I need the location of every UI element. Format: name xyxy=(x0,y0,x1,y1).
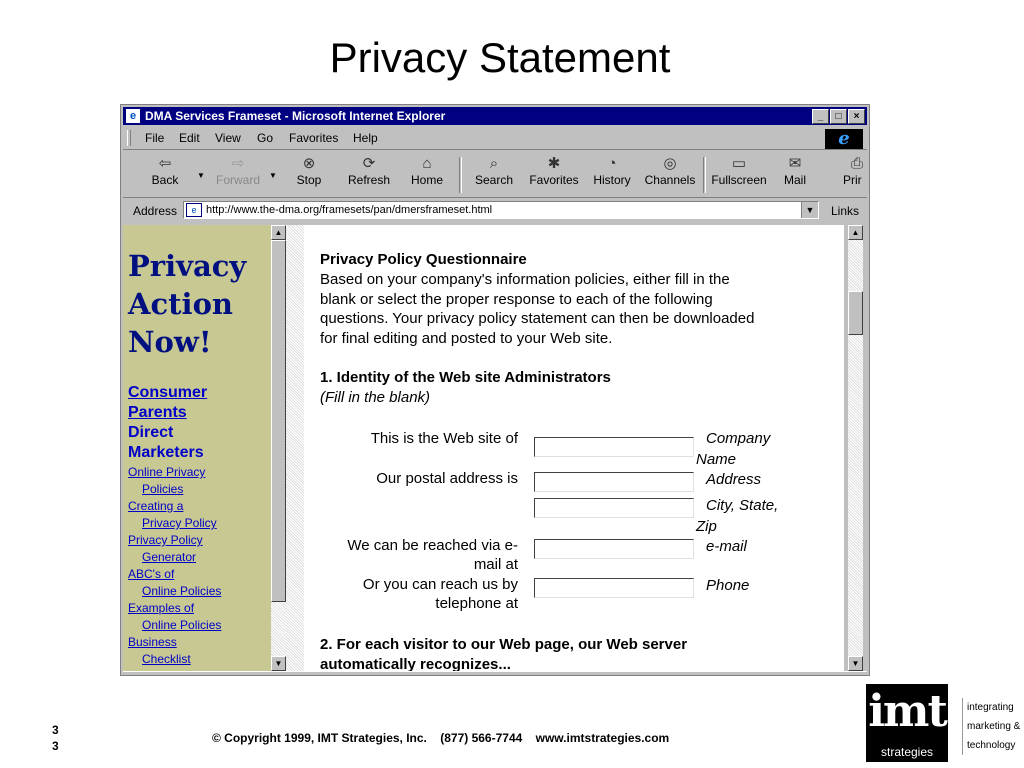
title-bar[interactable] xyxy=(123,107,867,125)
stop-icon: ⊗ xyxy=(302,155,316,172)
logo-subtitle: strategies xyxy=(880,745,934,759)
slide-title: Privacy Statement xyxy=(329,34,671,81)
nav-link-line: Checklist xyxy=(142,652,191,666)
nav-link-line: Generator xyxy=(142,550,197,564)
close-button[interactable]: × xyxy=(848,109,865,124)
search-button[interactable] xyxy=(471,155,517,187)
menu-file[interactable]: File xyxy=(145,131,165,145)
menu-go[interactable]: Go xyxy=(257,131,274,145)
nav-creating-privacy-policy[interactable] xyxy=(128,498,217,532)
label-line: Or you can reach us by xyxy=(362,576,518,593)
section1-hint: (Fill in the blank) xyxy=(320,389,431,406)
toolbar xyxy=(123,151,867,198)
section2-title xyxy=(320,635,687,671)
field-label-company: This is the Web site of xyxy=(370,430,518,447)
logo-mark: imt xyxy=(868,686,946,737)
channels-label: Channels xyxy=(644,173,696,187)
label-line: telephone at xyxy=(435,595,518,612)
menu-edit[interactable]: Edit xyxy=(179,131,200,145)
maximize-button[interactable]: □ xyxy=(830,109,847,124)
nav-link-line: Creating a xyxy=(128,499,184,513)
intro-line: questions. Your privacy policy statement can then be downloaded xyxy=(320,310,755,327)
nav-link-line: Examples of xyxy=(128,601,195,615)
channels-icon: ◎ xyxy=(663,155,677,172)
scroll-down-icon[interactable]: ▼ xyxy=(848,656,863,671)
questionnaire-frame xyxy=(304,225,844,671)
field-label-email xyxy=(304,536,518,574)
hint-line: Company xyxy=(706,430,771,447)
fullscreen-label: Fullscreen xyxy=(711,173,767,187)
stop-button[interactable] xyxy=(289,155,329,187)
city-state-zip-input[interactable] xyxy=(534,498,694,518)
print-icon: ⎙ xyxy=(850,155,863,172)
menu-favorites[interactable]: Favorites xyxy=(289,131,339,145)
title-line: Privacy xyxy=(128,249,247,283)
history-label: History xyxy=(593,173,631,187)
tagline-line: technology xyxy=(967,740,1016,751)
logo-tagline xyxy=(962,698,1020,755)
right-scroll-thumb[interactable] xyxy=(848,291,863,335)
favorites-label: Favorites xyxy=(529,173,579,187)
slide-number: 3 xyxy=(52,723,59,737)
title-line: Now! xyxy=(128,325,212,359)
history-icon: ◔ xyxy=(607,155,617,172)
intro-line: Based on your company's information policies, either fill in the xyxy=(320,271,730,288)
back-arrow-icon: ⇦ xyxy=(158,155,172,172)
address-url: http://www.the-dma.org/framesets/pan/dmersframeset.html xyxy=(206,204,493,216)
favorites-button[interactable] xyxy=(527,155,581,187)
menu-view[interactable]: View xyxy=(215,131,241,145)
intro-line: blank or select the proper response to each of the following xyxy=(320,290,713,308)
ie-window-icon[interactable]: e xyxy=(126,109,140,123)
back-button[interactable] xyxy=(145,155,185,187)
nav-link-line: Policies xyxy=(142,482,184,496)
scroll-up-icon[interactable]: ▲ xyxy=(848,225,863,240)
page-icon: e xyxy=(186,203,202,217)
company-name-input[interactable] xyxy=(534,437,694,457)
fullscreen-icon: ▭ xyxy=(731,155,747,172)
nav-parents[interactable]: Parents xyxy=(128,404,187,421)
phone-hint: Phone xyxy=(706,577,750,594)
status-bar xyxy=(123,671,867,676)
favorites-icon: ✱ xyxy=(547,155,561,172)
nav-policy-generator[interactable] xyxy=(128,532,203,566)
tagline-line: marketing & xyxy=(967,721,1021,732)
nav-business-checklist[interactable] xyxy=(128,634,191,668)
forward-label: Forward xyxy=(215,173,260,187)
links-button[interactable]: Links xyxy=(831,204,860,218)
print-label: Prir xyxy=(843,173,862,187)
toolbar-separator xyxy=(459,157,462,193)
nav-consumer[interactable]: Consumer xyxy=(128,384,208,401)
hint-line: Name xyxy=(696,451,737,468)
nav-link-line: Online Policies xyxy=(142,618,222,632)
city-hint xyxy=(696,495,779,537)
print-button[interactable] xyxy=(837,155,867,187)
nav-marketers: Marketers xyxy=(128,444,204,461)
questionnaire-heading: Privacy Policy Questionnaire xyxy=(320,251,527,268)
intro-line: for final editing and posted to your Web site. xyxy=(320,329,613,347)
menu-help[interactable]: Help xyxy=(353,131,378,145)
hint-line: City, State, xyxy=(706,497,779,514)
label-line: We can be reached via e- xyxy=(347,537,518,554)
right-frame-scrollbar[interactable] xyxy=(848,225,863,671)
label-line: mail at xyxy=(473,556,518,573)
address-input[interactable] xyxy=(183,201,819,219)
phone-input[interactable] xyxy=(534,578,694,598)
scroll-up-icon[interactable]: ▲ xyxy=(271,225,286,240)
nav-link-line: ABC's of xyxy=(128,567,175,581)
hint-line: Zip xyxy=(696,518,717,535)
nav-online-privacy-policies[interactable] xyxy=(128,464,205,498)
back-dropdown-icon[interactable]: ▼ xyxy=(197,171,205,180)
email-hint: e-mail xyxy=(706,538,747,555)
title-line: Action xyxy=(128,287,233,321)
slide-number: 3 xyxy=(52,739,59,753)
toolbar-separator xyxy=(703,157,706,193)
nav-link-line: Privacy Policy xyxy=(128,533,203,547)
minimize-button[interactable]: _ xyxy=(812,109,829,124)
field-label-phone xyxy=(304,575,518,613)
back-label: Back xyxy=(151,173,179,187)
questionnaire-intro xyxy=(320,270,820,348)
section1-title: 1. Identity of the Web site Administrators xyxy=(320,369,611,386)
copyright-footer: © Copyright 1999, IMT Strategies, Inc. (877) 566-7744 www.imtstrategies.com xyxy=(212,731,670,745)
refresh-button[interactable] xyxy=(343,155,395,187)
address-bar xyxy=(123,199,867,223)
nav-direct: Direct xyxy=(128,424,174,441)
mail-icon: ✉ xyxy=(788,155,802,172)
email-input[interactable] xyxy=(534,539,694,559)
privacy-action-title xyxy=(128,247,246,361)
tagline-line: integrating xyxy=(967,702,1014,713)
search-icon: ⌕ xyxy=(489,155,499,172)
home-label: Home xyxy=(410,173,443,187)
nav-link-line: Online Privacy xyxy=(128,465,206,479)
scroll-down-icon[interactable]: ▼ xyxy=(271,656,286,671)
search-label: Search xyxy=(474,173,514,187)
field-label-address: Our postal address is xyxy=(376,470,518,487)
forward-arrow-icon: ⇨ xyxy=(231,155,245,172)
nav-link-line: Online Policies xyxy=(142,584,222,598)
left-nav-frame xyxy=(123,225,285,671)
window-title: DMA Services Frameset - Microsoft Internet Explorer xyxy=(145,109,446,123)
imt-logo xyxy=(866,684,948,762)
forward-dropdown-icon[interactable]: ▼ xyxy=(269,171,277,180)
fullscreen-button[interactable] xyxy=(711,155,767,187)
nav-examples-online-policies[interactable] xyxy=(128,600,221,634)
nav-abcs-online-policies[interactable] xyxy=(128,566,221,600)
section2-line: 2. For each visitor to our Web page, our Web server xyxy=(320,636,688,653)
mail-button[interactable] xyxy=(779,155,811,187)
menu-grip xyxy=(127,130,131,146)
mail-label: Mail xyxy=(783,173,806,187)
menu-bar xyxy=(123,127,867,150)
address-line-input[interactable] xyxy=(534,472,694,492)
ie-logo-icon: e xyxy=(825,129,863,149)
nav-link-line: Privacy Policy xyxy=(142,516,217,530)
home-icon: ⌂ xyxy=(422,155,432,172)
address-label: Address xyxy=(133,204,178,218)
channels-button[interactable] xyxy=(643,155,697,187)
refresh-icon: ⟳ xyxy=(362,155,376,172)
address-dropdown-icon[interactable]: ▼ xyxy=(801,202,818,218)
nav-link-line: Business xyxy=(128,635,177,649)
browser-window xyxy=(120,104,870,676)
forward-button[interactable] xyxy=(213,155,263,187)
history-button[interactable] xyxy=(591,155,633,187)
frame-divider xyxy=(286,225,304,671)
left-frame-scrollbar[interactable] xyxy=(271,225,286,671)
refresh-label: Refresh xyxy=(347,173,391,187)
left-scroll-thumb[interactable] xyxy=(271,240,286,602)
section2-line: automatically recognizes... xyxy=(320,656,511,671)
company-hint xyxy=(696,428,771,470)
home-button[interactable] xyxy=(407,155,447,187)
address-hint: Address xyxy=(706,471,762,488)
stop-label: Stop xyxy=(296,173,322,187)
